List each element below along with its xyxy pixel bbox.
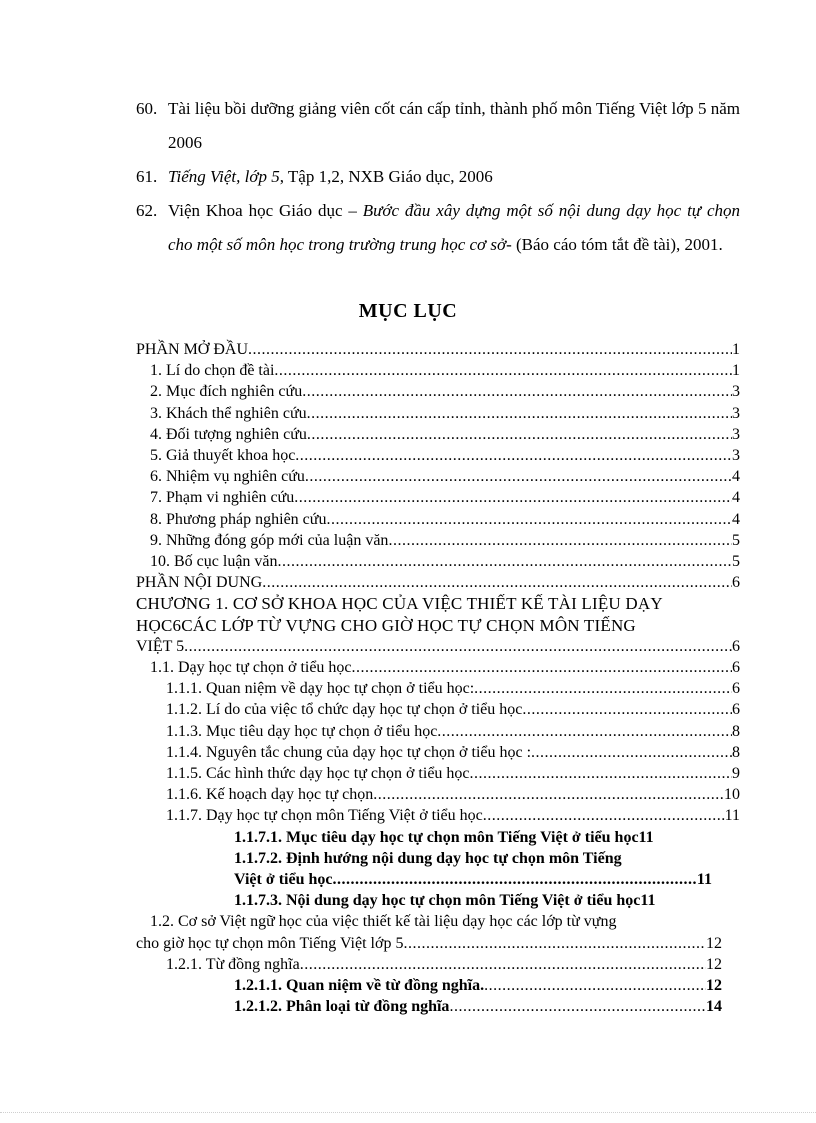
toc-entry-text: 1.2.1. Từ đồng nghĩa: [166, 955, 300, 973]
toc-leader: [522, 699, 732, 720]
toc-entry[interactable]: [136, 360, 740, 381]
toc-entry-text: 1.1.7.2. Định hướng nội dung dạy học tự chọn môn Tiếng: [234, 849, 622, 867]
toc-page: 12: [706, 955, 722, 973]
toc-entry[interactable]: [136, 572, 740, 593]
toc-page: 8: [732, 743, 740, 761]
toc-entry-text: 1.2.1.2. Phân loại từ đồng nghĩa: [234, 998, 450, 1016]
toc-entry-text: 1.1.7.3. Nội dung dạy học tự chọn môn Tiếng Việt ở tiểu học: [234, 892, 641, 910]
toc-page: 3: [732, 383, 740, 401]
reference-details: - (Báo cáo tóm tắt đề tài), 2001.: [506, 235, 723, 254]
toc-entry-text: 1.1.7. Dạy học tự chọn môn Tiếng Việt ở tiểu học: [166, 807, 483, 825]
toc-entry-text: 2. Mục đích nghiên cứu: [150, 383, 303, 401]
toc-leader: [437, 721, 732, 742]
reference-item: [136, 160, 740, 194]
toc-entry-text: 6. Nhiệm vụ nghiên cứu: [150, 468, 305, 486]
toc-entry-text: 7. Phạm vi nghiên cứu: [150, 489, 295, 507]
toc-page: 4: [732, 510, 740, 528]
toc-leader: [300, 954, 706, 975]
toc-page: 11: [640, 892, 656, 910]
toc-leader: [449, 996, 706, 1017]
toc-entry[interactable]: [136, 827, 740, 848]
toc-leader: [307, 424, 732, 445]
toc-page: 14: [706, 998, 722, 1016]
toc-entry[interactable]: [136, 805, 740, 826]
toc-entry[interactable]: [136, 890, 740, 911]
toc-entry-text: 1.2.1.1. Quan niệm về từ đồng nghĩa.: [234, 977, 485, 995]
toc-page: 6: [732, 659, 740, 677]
toc-entry-text: 1.1.7.1. Mục tiêu dạy học tự chọn môn Tiếng Việt ở tiểu học: [234, 828, 639, 846]
toc-page: 12: [706, 934, 722, 952]
toc-leader: [248, 339, 732, 360]
toc-page: 3: [732, 425, 740, 443]
toc-leader: [483, 805, 725, 826]
toc-entry[interactable]: [136, 530, 740, 551]
toc-entry[interactable]: [136, 487, 740, 508]
toc-entry[interactable]: [136, 911, 740, 953]
toc-title: MỤC LỤC: [358, 300, 458, 322]
toc-entry[interactable]: [136, 721, 740, 742]
toc-entry-text: PHẦN MỞ ĐẦU: [136, 341, 249, 358]
toc-page: 8: [732, 722, 740, 740]
toc-entry[interactable]: [136, 699, 740, 720]
toc-leader: [278, 551, 732, 572]
toc-entry[interactable]: [136, 466, 740, 487]
toc-leader: [474, 678, 732, 699]
table-of-contents: [136, 339, 740, 1018]
toc-page: 6: [732, 680, 740, 698]
toc-entry-text: 1.1.3. Mục tiêu dạy học tự chọn ở tiểu học: [166, 722, 438, 740]
toc-page: 10: [724, 786, 740, 804]
toc-leader: [352, 657, 732, 678]
toc-page: 5: [732, 553, 740, 571]
toc-leader: [388, 530, 732, 551]
toc-entry-text: 1.1.5. Các hình thức dạy học tự chọn ở tiểu học: [166, 765, 470, 783]
toc-entry-text: 3. Khách thể nghiên cứu: [150, 404, 307, 422]
toc-entry[interactable]: [136, 742, 740, 763]
toc-page: 4: [732, 489, 740, 507]
toc-page: 3: [732, 404, 740, 422]
toc-entry[interactable]: [136, 509, 740, 530]
toc-leader: [302, 381, 732, 402]
toc-leader: [295, 445, 732, 466]
toc-leader: [373, 784, 724, 805]
reference-title: Bước đầu xây dựng một số nội dung dạy học tự chọn cho một số môn học trong trường trung học cơ sở: [168, 201, 741, 254]
toc-entry[interactable]: [136, 954, 740, 975]
toc-leader: [262, 572, 732, 593]
toc-entry[interactable]: [136, 403, 740, 424]
toc-page: 3: [732, 447, 740, 465]
toc-page: 6: [732, 701, 740, 719]
toc-entry-text: 1.1.1. Quan niệm về dạy học tự chọn ở tiểu học:: [166, 680, 475, 698]
toc-entry[interactable]: [136, 996, 740, 1017]
toc-leader: [184, 636, 732, 657]
toc-entry-text: 9. Những đóng góp mới của luận văn: [150, 531, 389, 549]
reference-number: 60.: [136, 99, 158, 118]
toc-page: 11: [696, 871, 712, 889]
toc-entry[interactable]: [136, 784, 740, 805]
toc-leader: [470, 763, 732, 784]
toc-page: 6: [732, 637, 740, 655]
toc-leader: [531, 742, 732, 763]
toc-entry-text-end: cho giờ học tự chọn môn Tiếng Việt lớp 5: [136, 934, 404, 952]
toc-page: 11: [724, 807, 740, 825]
toc-leader: [484, 975, 706, 996]
reference-item: [136, 92, 740, 160]
toc-entry-text: 1. Lí do chọn đề tài: [150, 362, 275, 380]
toc-page: 12: [706, 977, 722, 995]
toc-page: 4: [732, 468, 740, 486]
toc-entry-text: 1.2. Cơ sở Việt ngữ học của việc thiết kế tài liệu dạy học các lớp từ vựng: [150, 913, 617, 931]
toc-entry[interactable]: [136, 657, 740, 678]
page-bottom-border: [0, 1112, 816, 1113]
toc-page: 1: [732, 362, 740, 380]
toc-entry-text: 1.1.2. Lí do của việc tổ chức dạy học tự chọn ở tiểu học: [166, 701, 523, 719]
toc-leader: [274, 360, 732, 381]
toc-entry[interactable]: [136, 551, 740, 572]
toc-entry-text: 1.1.6. Kế hoạch dạy học tự chọn: [166, 786, 374, 804]
reference-number: 61.: [136, 167, 158, 186]
toc-entry-text: 4. Đối tượng nghiên cứu: [150, 425, 307, 443]
toc-page: 5: [732, 531, 740, 549]
toc-entry[interactable]: [136, 678, 740, 699]
toc-entry-text: 1.1. Dạy học tự chọn ở tiểu học: [150, 659, 352, 677]
reference-author: Viện Khoa học Giáo dục –: [168, 201, 363, 220]
toc-entry-text-end: VIỆT 5: [136, 637, 185, 655]
toc-entry[interactable]: [136, 763, 740, 784]
toc-leader: [332, 869, 696, 890]
toc-entry[interactable]: [136, 424, 740, 445]
toc-page: 9: [732, 765, 740, 783]
toc-leader: [294, 487, 732, 508]
toc-page: 6: [732, 574, 740, 592]
toc-leader: [307, 403, 732, 424]
toc-entry[interactable]: [136, 975, 740, 996]
toc-leader: [403, 933, 706, 954]
toc-entry[interactable]: [136, 848, 740, 890]
reference-details: , Tập 1,2, NXB Giáo dục, 2006: [279, 167, 493, 186]
reference-text: [168, 194, 740, 262]
toc-entry[interactable]: [136, 339, 740, 360]
reference-item: [136, 194, 740, 262]
reference-list: [136, 92, 740, 262]
toc-leader: [326, 509, 732, 530]
toc-entry-text: 8. Phương pháp nghiên cứu: [150, 510, 327, 528]
toc-entry[interactable]: [136, 445, 740, 466]
toc-entry-text: 1.1.4. Nguyên tắc chung của dạy học tự chọn ở tiểu học :: [166, 743, 532, 761]
reference-text: [168, 160, 740, 194]
toc-leader: [305, 466, 732, 487]
toc-entry[interactable]: [136, 381, 740, 402]
reference-number: 62.: [136, 201, 158, 220]
toc-entry-text: PHẦN NỘI DUNG: [136, 574, 263, 592]
toc-page: 1: [732, 341, 740, 358]
toc-entry-text: CHƯƠNG 1. CƠ SỞ KHOA HỌC CỦA VIỆC THIẾT KẾ TÀI LIỆU DẠY HỌC6CÁC LỚP TỪ VỰNG CHO GIỜ HỌC TỰ CHỌN MÔN TIẾNG: [136, 594, 663, 635]
toc-page: 11: [638, 828, 654, 846]
reference-title: Tiếng Việt, lớp 5: [168, 167, 280, 186]
toc-entry-chapter[interactable]: [136, 593, 740, 657]
toc-entry-text: 5. Giả thuyết khoa học: [150, 447, 296, 465]
toc-entry-text: 10. Bố cục luận văn: [150, 553, 278, 571]
reference-text: Tài liệu bồi dưỡng giảng viên cốt cán cấp tỉnh, thành phố môn Tiếng Việt lớp 5 năm 2006: [168, 99, 740, 152]
toc-entry-text-end: Việt ở tiểu học: [234, 871, 333, 889]
